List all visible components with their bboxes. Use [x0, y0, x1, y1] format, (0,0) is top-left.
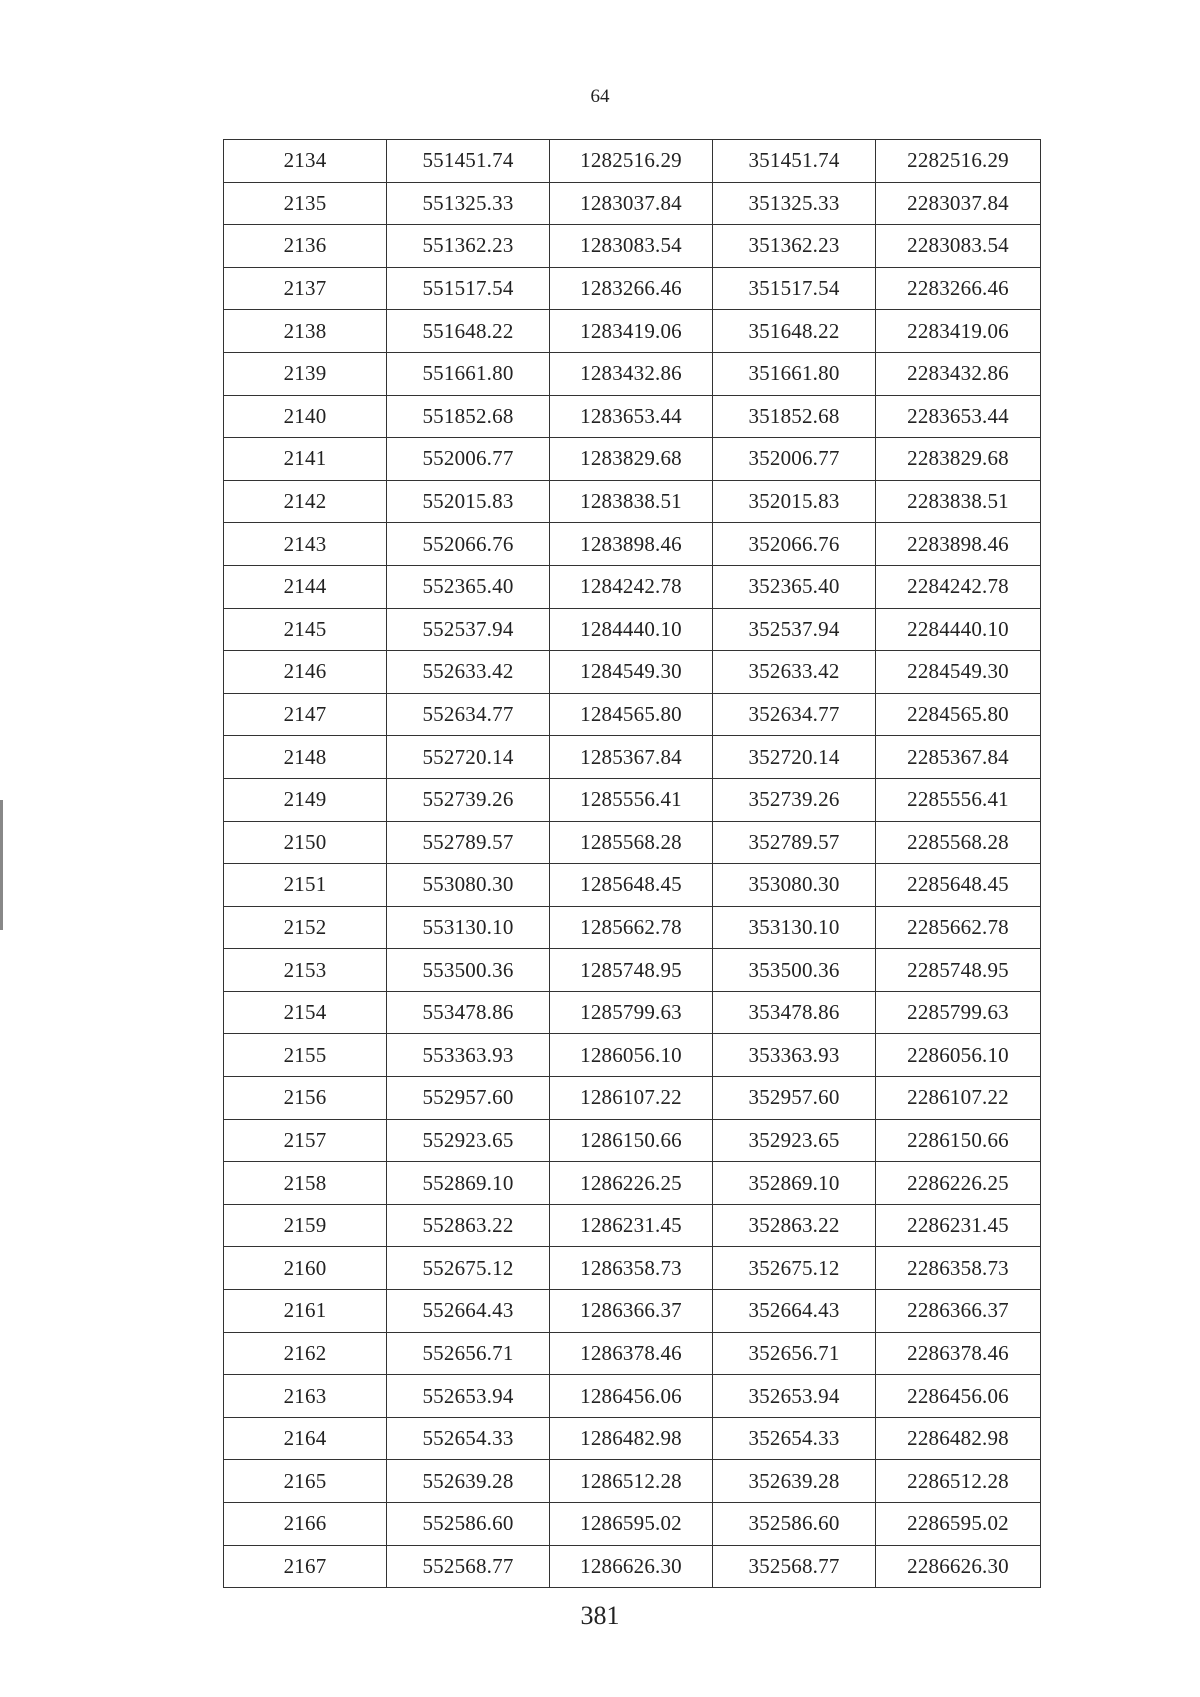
point-number-cell: 2152 [224, 906, 387, 949]
table-row [224, 949, 1041, 992]
coordinate-cell: 2286595.02 [876, 1503, 1041, 1546]
coordinate-cell: 1282516.29 [550, 140, 713, 183]
coordinate-cell: 553080.30 [387, 864, 550, 907]
coordinate-cell: 2283083.54 [876, 225, 1041, 268]
point-number-cell: 2145 [224, 608, 387, 651]
point-number-cell: 2159 [224, 1204, 387, 1247]
coordinate-cell: 352656.71 [713, 1332, 876, 1375]
coordinate-cell: 551362.23 [387, 225, 550, 268]
coordinate-cell: 2286626.30 [876, 1545, 1041, 1588]
coordinate-cell: 352568.77 [713, 1545, 876, 1588]
coordinate-cell: 552957.60 [387, 1077, 550, 1120]
coordinate-cell: 1284549.30 [550, 651, 713, 694]
coordinate-cell: 353363.93 [713, 1034, 876, 1077]
coordinate-cell: 2285662.78 [876, 906, 1041, 949]
coordinate-cell: 1283432.86 [550, 352, 713, 395]
coordinate-cell: 351325.33 [713, 182, 876, 225]
coordinate-cell: 2285748.95 [876, 949, 1041, 992]
coordinate-cell: 2283266.46 [876, 267, 1041, 310]
coordinate-cell: 2285367.84 [876, 736, 1041, 779]
coordinate-cell: 352365.40 [713, 565, 876, 608]
coordinate-cell: 1286595.02 [550, 1503, 713, 1546]
coordinate-cell: 1283037.84 [550, 182, 713, 225]
coordinate-cell: 552863.22 [387, 1204, 550, 1247]
coordinate-cell: 551648.22 [387, 310, 550, 353]
coordinate-cell: 553478.86 [387, 991, 550, 1034]
table-row [224, 225, 1041, 268]
table-row [224, 1503, 1041, 1546]
coordinate-cell: 2282516.29 [876, 140, 1041, 183]
point-number-cell: 2158 [224, 1162, 387, 1205]
coordinate-cell: 1286456.06 [550, 1375, 713, 1418]
coordinate-cell: 353500.36 [713, 949, 876, 992]
table-row [224, 1204, 1041, 1247]
coordinate-cell: 553363.93 [387, 1034, 550, 1077]
coordinate-cell: 352015.83 [713, 480, 876, 523]
coordinate-cell: 1286231.45 [550, 1204, 713, 1247]
table-row [224, 1460, 1041, 1503]
coordinate-cell: 1286107.22 [550, 1077, 713, 1120]
coordinate-cell: 2286512.28 [876, 1460, 1041, 1503]
coordinate-cell: 352586.60 [713, 1503, 876, 1546]
coordinate-cell: 2284242.78 [876, 565, 1041, 608]
table-row [224, 651, 1041, 694]
coordinate-cell: 2283419.06 [876, 310, 1041, 353]
coordinate-cell: 2285556.41 [876, 778, 1041, 821]
coordinate-cell: 351852.68 [713, 395, 876, 438]
point-number-cell: 2143 [224, 523, 387, 566]
coordinate-cell: 2284549.30 [876, 651, 1041, 694]
table-row [224, 1077, 1041, 1120]
coordinate-cell: 2286231.45 [876, 1204, 1041, 1247]
coordinate-cell: 551661.80 [387, 352, 550, 395]
point-number-cell: 2140 [224, 395, 387, 438]
coordinate-cell: 1286482.98 [550, 1417, 713, 1460]
coordinate-cell: 2286456.06 [876, 1375, 1041, 1418]
coordinate-cell: 2286226.25 [876, 1162, 1041, 1205]
table-row [224, 1162, 1041, 1205]
point-number-cell: 2166 [224, 1503, 387, 1546]
table-row [224, 565, 1041, 608]
point-number-cell: 2136 [224, 225, 387, 268]
coordinate-cell: 2286150.66 [876, 1119, 1041, 1162]
coordinate-cell: 2283653.44 [876, 395, 1041, 438]
table-row [224, 991, 1041, 1034]
point-number-cell: 2165 [224, 1460, 387, 1503]
coordinate-cell: 553130.10 [387, 906, 550, 949]
coordinate-cell: 552639.28 [387, 1460, 550, 1503]
page-number-top: 64 [590, 86, 610, 107]
coordinate-cell: 1286366.37 [550, 1290, 713, 1333]
point-number-cell: 2163 [224, 1375, 387, 1418]
point-number-cell: 2155 [224, 1034, 387, 1077]
coordinate-cell: 352720.14 [713, 736, 876, 779]
coordinate-cell: 352634.77 [713, 693, 876, 736]
point-number-cell: 2137 [224, 267, 387, 310]
coordinate-cell: 1285748.95 [550, 949, 713, 992]
point-number-cell: 2135 [224, 182, 387, 225]
coordinate-cell: 1285662.78 [550, 906, 713, 949]
table-row [224, 864, 1041, 907]
coordinate-cell: 552656.71 [387, 1332, 550, 1375]
coordinate-cell: 1283653.44 [550, 395, 713, 438]
coordinate-cell: 552066.76 [387, 523, 550, 566]
coordinate-cell: 553500.36 [387, 949, 550, 992]
table-row [224, 1290, 1041, 1333]
coordinate-cell: 551451.74 [387, 140, 550, 183]
table-row [224, 140, 1041, 183]
table-row [224, 778, 1041, 821]
point-number-cell: 2149 [224, 778, 387, 821]
coordinate-cell: 352654.33 [713, 1417, 876, 1460]
coordinate-cell: 551517.54 [387, 267, 550, 310]
coordinate-cell: 351648.22 [713, 310, 876, 353]
coordinate-cell: 552634.77 [387, 693, 550, 736]
coordinate-cell: 1285648.45 [550, 864, 713, 907]
point-number-cell: 2162 [224, 1332, 387, 1375]
coordinate-cell: 2285648.45 [876, 864, 1041, 907]
coordinate-cell: 552739.26 [387, 778, 550, 821]
coordinate-cell: 2286482.98 [876, 1417, 1041, 1460]
table-row [224, 523, 1041, 566]
point-number-cell: 2164 [224, 1417, 387, 1460]
coordinate-cell: 551852.68 [387, 395, 550, 438]
coordinate-cell: 1286226.25 [550, 1162, 713, 1205]
coordinate-cell: 353080.30 [713, 864, 876, 907]
coordinate-cell: 1286626.30 [550, 1545, 713, 1588]
coordinate-cell: 551325.33 [387, 182, 550, 225]
coordinate-cell: 2283898.46 [876, 523, 1041, 566]
table-row [224, 1545, 1041, 1588]
coordinate-cell: 552586.60 [387, 1503, 550, 1546]
coordinate-cell: 1285568.28 [550, 821, 713, 864]
point-number-cell: 2151 [224, 864, 387, 907]
coordinate-cell: 2285799.63 [876, 991, 1041, 1034]
coordinate-cell: 351451.74 [713, 140, 876, 183]
coordinate-cell: 552923.65 [387, 1119, 550, 1162]
table-row [224, 352, 1041, 395]
coordinate-cell: 1285799.63 [550, 991, 713, 1034]
coordinate-cell: 1283419.06 [550, 310, 713, 353]
coordinate-cell: 353478.86 [713, 991, 876, 1034]
table-row [224, 906, 1041, 949]
coordinate-cell: 352863.22 [713, 1204, 876, 1247]
table-row [224, 267, 1041, 310]
coordinate-cell: 2286366.37 [876, 1290, 1041, 1333]
table-row [224, 693, 1041, 736]
coordinate-cell: 351661.80 [713, 352, 876, 395]
table-row [224, 480, 1041, 523]
coordinate-cell: 352633.42 [713, 651, 876, 694]
table-row [224, 182, 1041, 225]
coordinate-cell: 1286378.46 [550, 1332, 713, 1375]
coordinate-cell: 1284242.78 [550, 565, 713, 608]
coordinate-cell: 2286056.10 [876, 1034, 1041, 1077]
point-number-cell: 2134 [224, 140, 387, 183]
coordinates-table-container [223, 139, 1035, 1588]
table-body [224, 140, 1041, 1588]
coordinate-cell: 2286107.22 [876, 1077, 1041, 1120]
coordinates-table [223, 139, 1041, 1588]
table-row [224, 1417, 1041, 1460]
coordinate-cell: 1286512.28 [550, 1460, 713, 1503]
point-number-cell: 2157 [224, 1119, 387, 1162]
table-row [224, 1332, 1041, 1375]
coordinate-cell: 352739.26 [713, 778, 876, 821]
coordinate-cell: 352664.43 [713, 1290, 876, 1333]
coordinate-cell: 1286150.66 [550, 1119, 713, 1162]
coordinate-cell: 552654.33 [387, 1417, 550, 1460]
coordinate-cell: 1286056.10 [550, 1034, 713, 1077]
point-number-cell: 2147 [224, 693, 387, 736]
coordinate-cell: 352923.65 [713, 1119, 876, 1162]
coordinate-cell: 552869.10 [387, 1162, 550, 1205]
point-number-cell: 2167 [224, 1545, 387, 1588]
coordinate-cell: 2283838.51 [876, 480, 1041, 523]
coordinate-cell: 352066.76 [713, 523, 876, 566]
coordinate-cell: 2285568.28 [876, 821, 1041, 864]
scan-edge-mark [0, 800, 3, 930]
coordinate-cell: 352653.94 [713, 1375, 876, 1418]
coordinate-cell: 552664.43 [387, 1290, 550, 1333]
coordinate-cell: 2284565.80 [876, 693, 1041, 736]
coordinate-cell: 352869.10 [713, 1162, 876, 1205]
point-number-cell: 2144 [224, 565, 387, 608]
coordinate-cell: 552015.83 [387, 480, 550, 523]
coordinate-cell: 1283266.46 [550, 267, 713, 310]
coordinate-cell: 353130.10 [713, 906, 876, 949]
coordinate-cell: 2283432.86 [876, 352, 1041, 395]
point-number-cell: 2142 [224, 480, 387, 523]
point-number-cell: 2138 [224, 310, 387, 353]
coordinate-cell: 2283829.68 [876, 438, 1041, 481]
table-row [224, 608, 1041, 651]
point-number-cell: 2160 [224, 1247, 387, 1290]
point-number-cell: 2154 [224, 991, 387, 1034]
coordinate-cell: 2284440.10 [876, 608, 1041, 651]
coordinate-cell: 552006.77 [387, 438, 550, 481]
coordinate-cell: 351362.23 [713, 225, 876, 268]
coordinate-cell: 2286378.46 [876, 1332, 1041, 1375]
point-number-cell: 2161 [224, 1290, 387, 1333]
table-row [224, 395, 1041, 438]
coordinate-cell: 352006.77 [713, 438, 876, 481]
coordinate-cell: 1283083.54 [550, 225, 713, 268]
table-row [224, 821, 1041, 864]
coordinate-cell: 552675.12 [387, 1247, 550, 1290]
point-number-cell: 2153 [224, 949, 387, 992]
point-number-cell: 2150 [224, 821, 387, 864]
coordinate-cell: 1285367.84 [550, 736, 713, 779]
coordinate-cell: 1286358.73 [550, 1247, 713, 1290]
coordinate-cell: 352639.28 [713, 1460, 876, 1503]
coordinate-cell: 352957.60 [713, 1077, 876, 1120]
point-number-cell: 2146 [224, 651, 387, 694]
coordinate-cell: 1283838.51 [550, 480, 713, 523]
page-number-bottom: 381 [580, 1601, 620, 1630]
coordinate-cell: 1284440.10 [550, 608, 713, 651]
table-row [224, 736, 1041, 779]
coordinate-cell: 1285556.41 [550, 778, 713, 821]
point-number-cell: 2139 [224, 352, 387, 395]
coordinate-cell: 552365.40 [387, 565, 550, 608]
coordinate-cell: 552568.77 [387, 1545, 550, 1588]
table-row [224, 438, 1041, 481]
coordinate-cell: 1284565.80 [550, 693, 713, 736]
coordinate-cell: 1283898.46 [550, 523, 713, 566]
coordinate-cell: 2283037.84 [876, 182, 1041, 225]
point-number-cell: 2156 [224, 1077, 387, 1120]
coordinate-cell: 352789.57 [713, 821, 876, 864]
table-row [224, 1375, 1041, 1418]
coordinate-cell: 552789.57 [387, 821, 550, 864]
table-row [224, 1034, 1041, 1077]
table-row [224, 1119, 1041, 1162]
table-row [224, 1247, 1041, 1290]
coordinate-cell: 352537.94 [713, 608, 876, 651]
coordinate-cell: 552720.14 [387, 736, 550, 779]
coordinate-cell: 2286358.73 [876, 1247, 1041, 1290]
coordinate-cell: 552633.42 [387, 651, 550, 694]
table-row [224, 310, 1041, 353]
coordinate-cell: 552653.94 [387, 1375, 550, 1418]
coordinate-cell: 351517.54 [713, 267, 876, 310]
point-number-cell: 2148 [224, 736, 387, 779]
coordinate-cell: 1283829.68 [550, 438, 713, 481]
point-number-cell: 2141 [224, 438, 387, 481]
coordinate-cell: 352675.12 [713, 1247, 876, 1290]
coordinate-cell: 552537.94 [387, 608, 550, 651]
